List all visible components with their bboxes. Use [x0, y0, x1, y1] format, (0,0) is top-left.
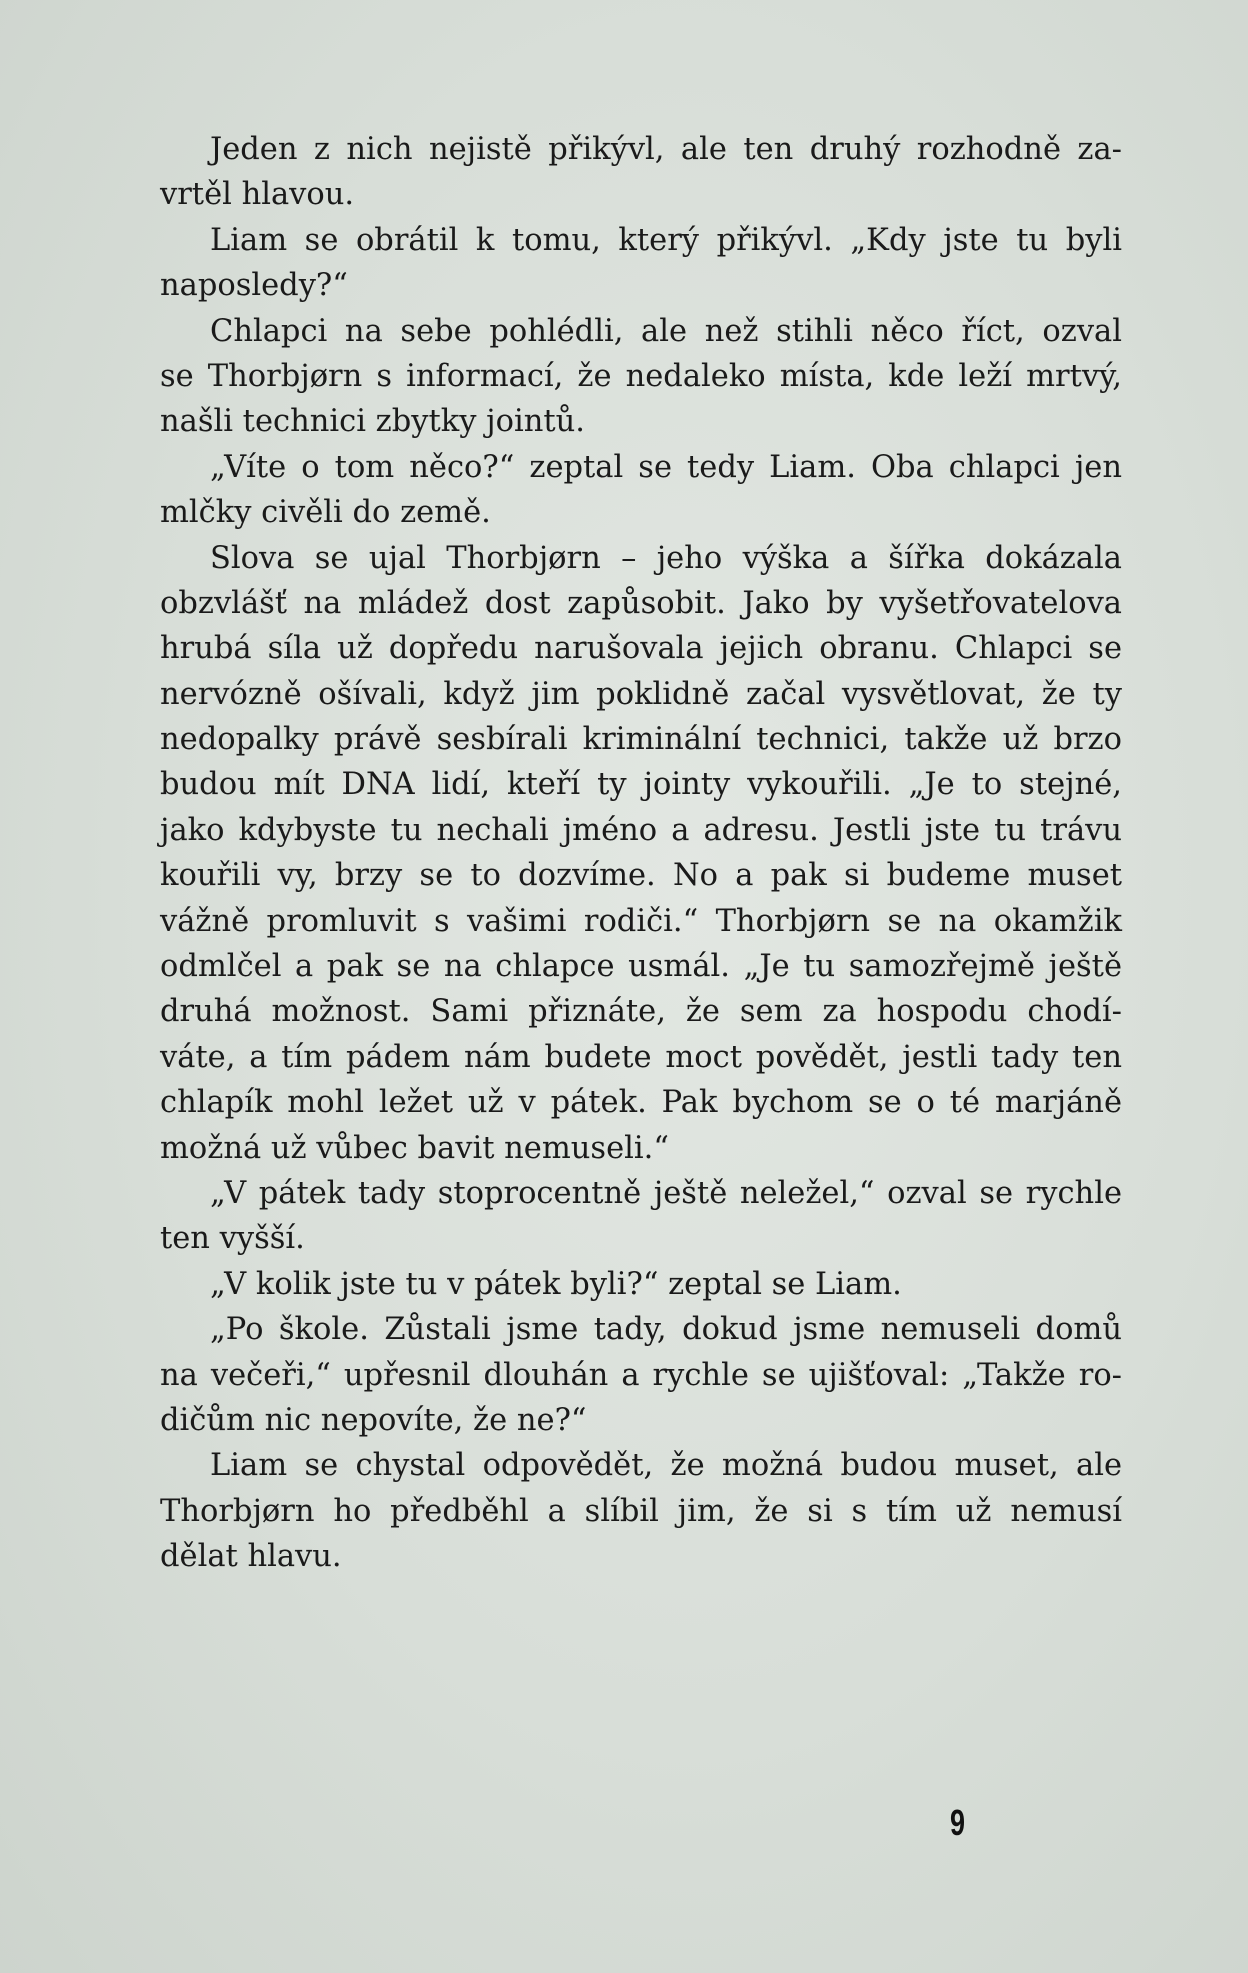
text-line: naposledy?“ — [160, 268, 348, 304]
text-line: našli technici zbytky jointů. — [160, 404, 585, 440]
text-line: Liam se obrátil k tomu, který přikývl. „Kdy jste tu byli — [210, 222, 1122, 258]
text-line: „V kolik jste tu v pátek byli?“ zeptal se Liam. — [210, 1266, 902, 1302]
text-line: hrubá síla už dopředu narušovala jejich obranu. Chlapci se — [160, 631, 1122, 667]
page-number: 9 — [950, 1802, 966, 1843]
text-line: vrtěl hlavou. — [160, 177, 355, 213]
text-line: kouřili vy, brzy se to dozvíme. No a pak si budeme muset — [160, 858, 1122, 894]
text-line: jako kdybyste tu nechali jméno a adresu. Jestli jste tu trávu — [160, 812, 1122, 848]
text-line: Jeden z nich nejistě přikývl, ale ten druhý rozhodně za- — [210, 132, 1122, 167]
text-line: odmlčel a pak se na chlapce usmál. „Je tu samozřejmě ještě — [160, 949, 1122, 985]
text-line: druhá možnost. Sami přiznáte, že sem za hospodu chodí- — [160, 994, 1122, 1030]
text-line: váte, a tím pádem nám budete moct povědět, jestli tady ten — [160, 1039, 1122, 1075]
text-line: „V pátek tady stoprocentně ještě neležel,“ ozval se rychle — [210, 1175, 1122, 1211]
body-text — [160, 127, 1122, 1580]
text-line: vážně promluvit s vašimi rodiči.“ Thorbjørn se na okamžik — [160, 903, 1122, 939]
text-line: chlapík mohl ležet už v pátek. Pak bychom se o té marjáně — [160, 1085, 1122, 1121]
text-line: Thorbjørn ho předběhl a slíbil jim, že si s tím už nemusí — [160, 1493, 1122, 1529]
text-line: nedopalky právě sesbírali kriminální technici, takže už brzo — [160, 722, 1122, 758]
text-line: dičům nic nepovíte, že ne?“ — [160, 1402, 587, 1438]
text-line: obzvlášť na mládež dost zapůsobit. Jako by vyšetřovatelova — [160, 585, 1122, 621]
text-line: Chlapci na sebe pohlédli, ale než stihli něco říct, ozval — [210, 313, 1122, 349]
text-line: mlčky civěli do země. — [160, 495, 491, 531]
text-line: na večeři,“ upřesnil dlouhán a rychle se ujišťoval: „Takže ro- — [160, 1357, 1122, 1393]
text-line: možná už vůbec bavit nemuseli.“ — [160, 1130, 669, 1166]
text-line: nervózně ošívali, když jim poklidně začal vysvětlovat, že ty — [160, 676, 1122, 712]
text-line: „Po škole. Zůstali jsme tady, dokud jsme nemuseli domů — [210, 1312, 1122, 1348]
text-line: „Víte o tom něco?“ zeptal se tedy Liam. Oba chlapci jen — [210, 449, 1122, 485]
text-line: dělat hlavu. — [160, 1539, 342, 1575]
text-line: Liam se chystal odpovědět, že možná budou muset, ale — [210, 1448, 1122, 1484]
text-line: budou mít DNA lidí, kteří ty jointy vykouřili. „Je to stejné, — [160, 767, 1122, 803]
text-line: ten vyšší. — [160, 1221, 305, 1257]
text-line: Slova se ujal Thorbjørn – jeho výška a šířka dokázala — [210, 540, 1122, 576]
text-line: se Thorbjørn s informací, že nedaleko místa, kde leží mrtvý, — [160, 358, 1122, 394]
